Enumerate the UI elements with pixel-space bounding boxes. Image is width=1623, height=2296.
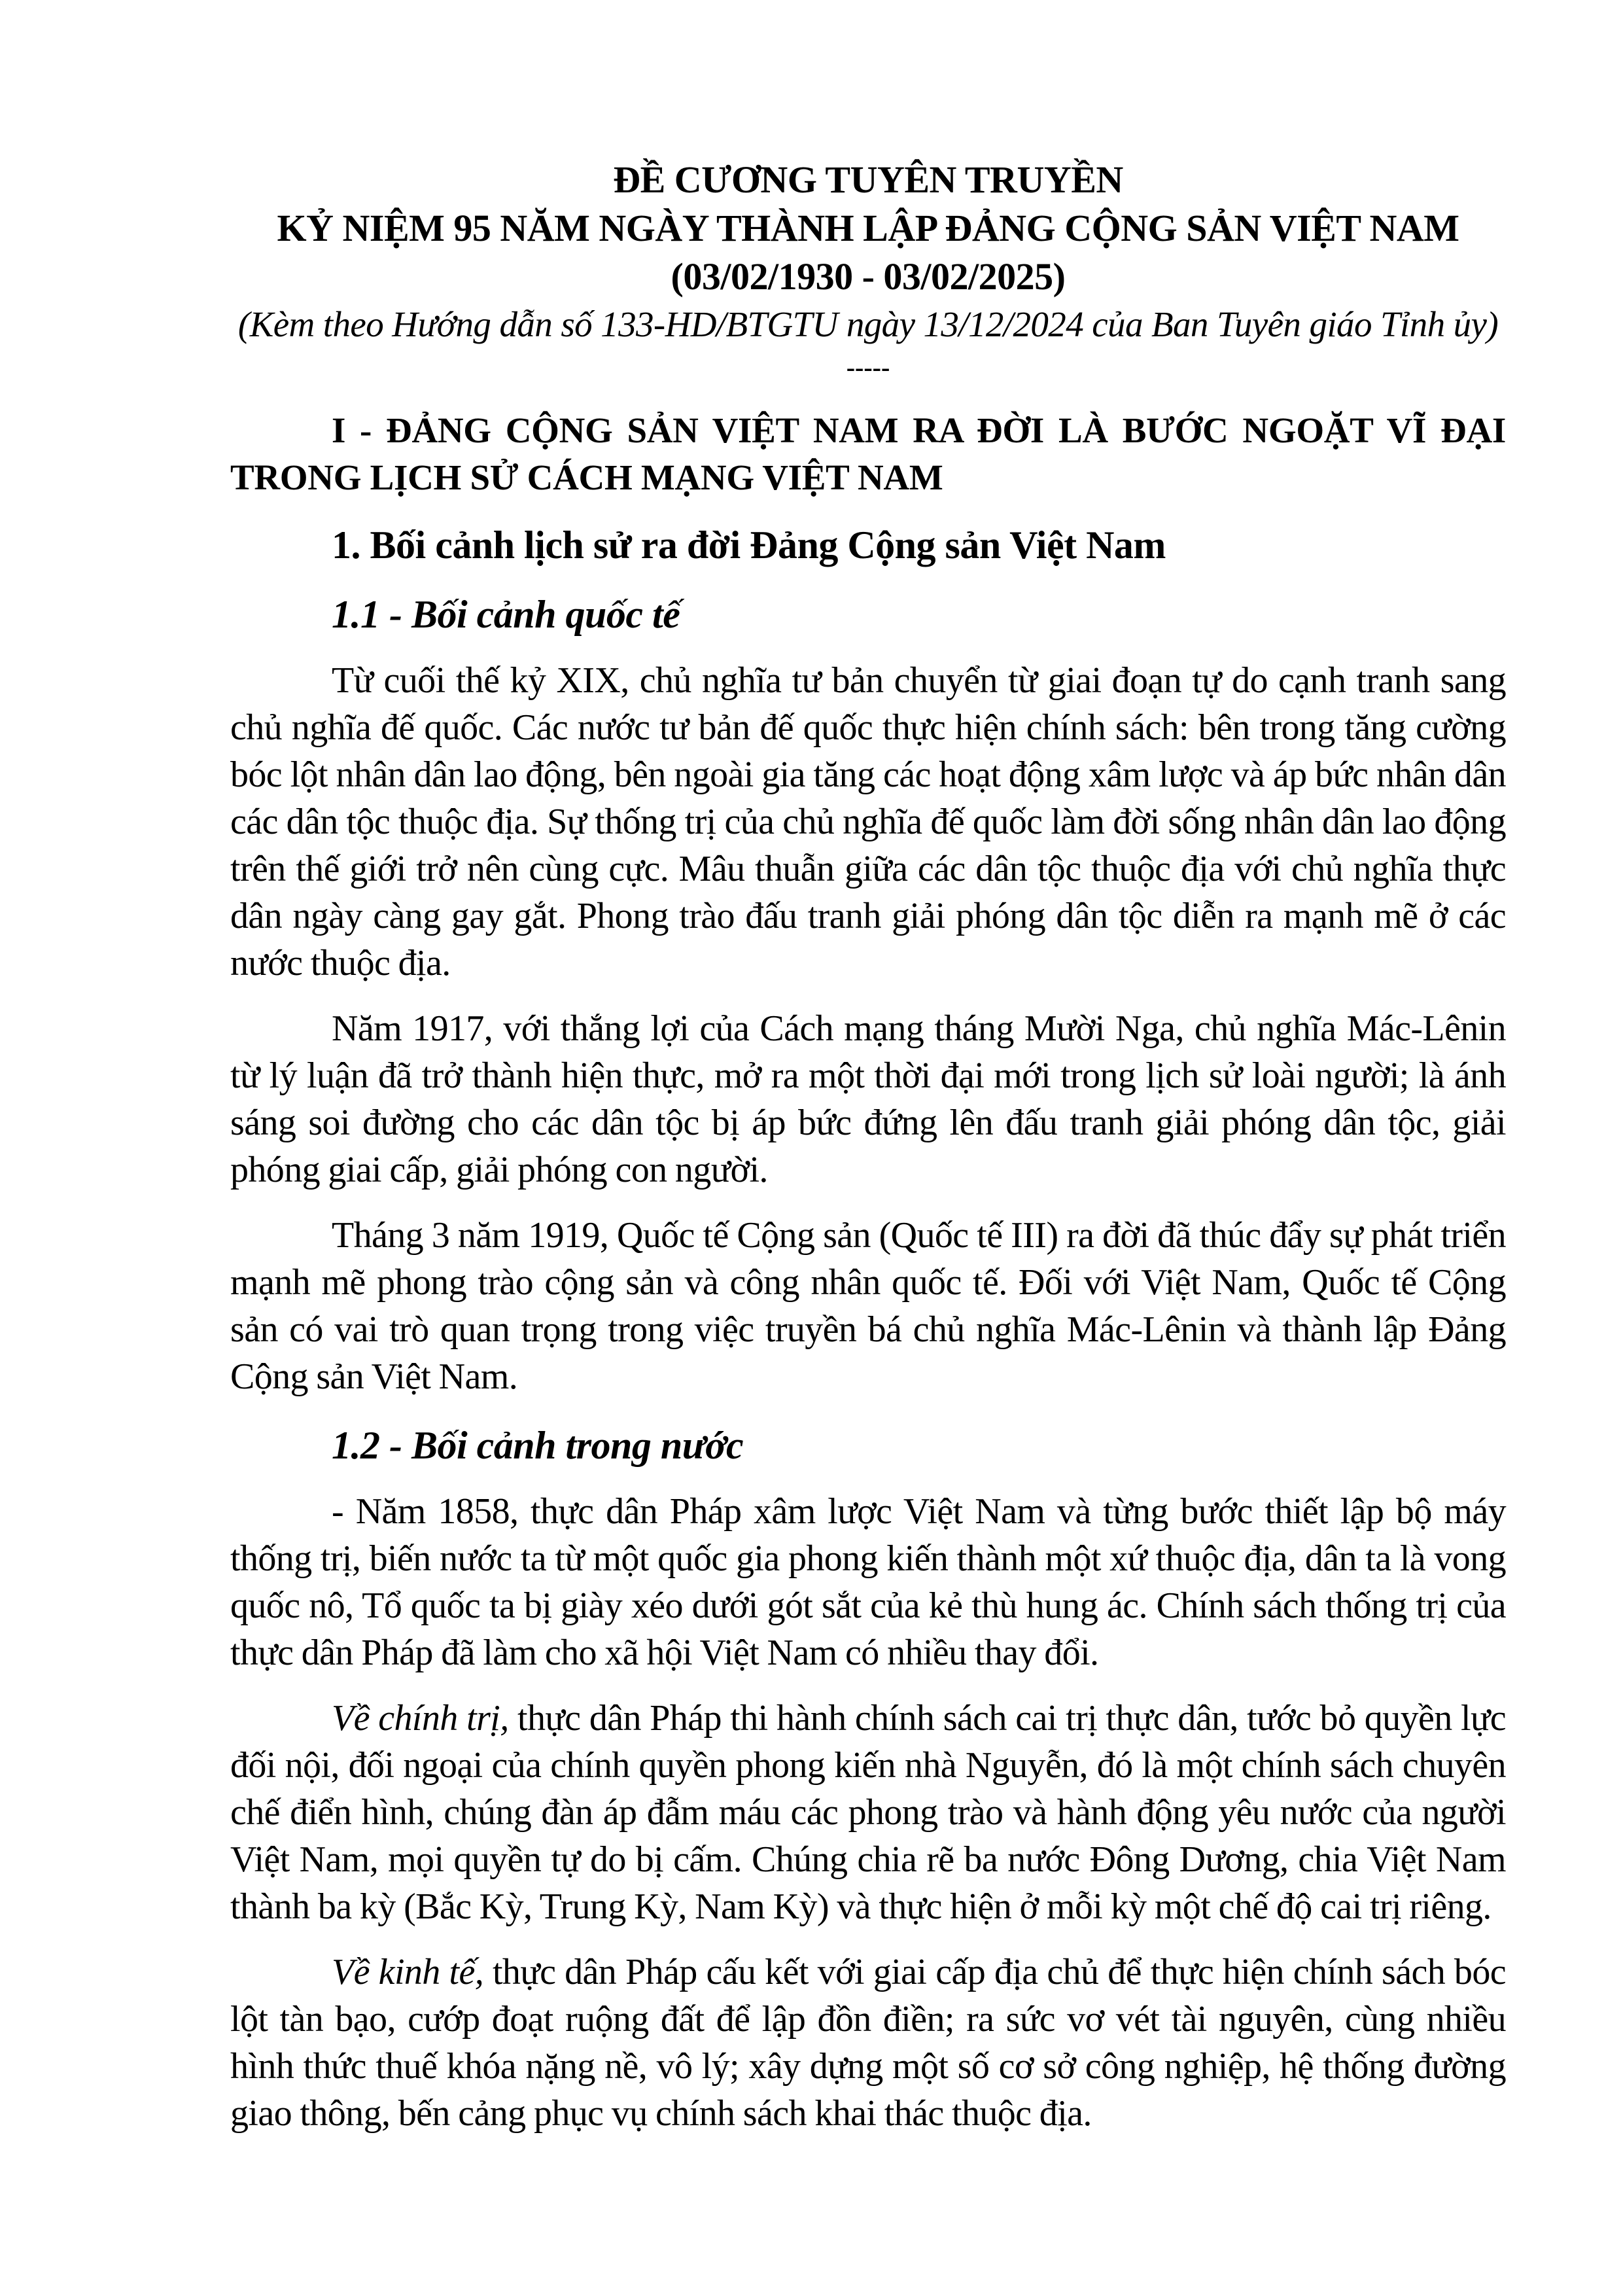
- economy-lead: Về kinh tế,: [332, 1952, 484, 1992]
- title-separator: -----: [846, 353, 890, 382]
- paragraph-economy: [230, 1949, 1506, 2137]
- document-page: [230, 156, 1506, 2137]
- politics-text: thực dân Pháp thi hành chính sách cai trị thực dân, tước bỏ quyền lực đối nội, đối ngoại của chính quyền phong kiến nhà Nguyễn, đó là một chính sách chuyên chế điển hình, chúng đàn áp đẫm máu các phong trào và hành động yêu nước của người Việt Nam, mọi quyền tự do bị cấm. Chúng chia rẽ ba nước Đông Dương, chia Việt Nam thành ba kỳ (Bắc Kỳ, Trung Kỳ, Nam Kỳ) và thực hiện ở mỗi kỳ một chế độ cai trị riêng.: [230, 1698, 1507, 1927]
- paragraph-international-2: Năm 1917, với thắng lợi của Cách mạng tháng Mười Nga, chủ nghĩa Mác-Lênin từ lý luận đã trở thành hiện thực, mở ra một thời đại mới trong lịch sử loài người; là ánh sáng soi đường cho các dân tộc bị áp bức đứng lên đấu tranh giải phóng dân tộc, giải phóng giai cấp, giải phóng con người.: [230, 1008, 1506, 1190]
- paragraph-international-1: Từ cuối thế kỷ XIX, chủ nghĩa tư bản chuyển từ giai đoạn tự do cạnh tranh sang chủ nghĩa đế quốc. Các nước tư bản đế quốc thực hiện chính sách: bên trong tăng cường bóc lột nhân dân lao động, bên ngoài gia tăng các hoạt động xâm lược và áp bức nhân dân các dân tộc thuộc địa. Sự thống trị của chủ nghĩa đế quốc làm đời sống nhân dân lao động trên thế giới trở nên cùng cực. Mâu thuẫn giữa các dân tộc thuộc địa với chủ nghĩa thực dân ngày càng gay gắt. Phong trào đấu tranh giải phóng dân tộc diễn ra mạnh mẽ ở các nước thuộc địa.: [230, 660, 1506, 983]
- paragraph-domestic-1: - Năm 1858, thực dân Pháp xâm lược Việt Nam và từng bước thiết lập bộ máy thống trị, biến nước ta từ một quốc gia phong kiến thành một xứ thuộc địa, dân ta là vong quốc nô, Tổ quốc ta bị giày xéo dưới gót sắt của kẻ thù hung ác. Chính sách thống trị của thực dân Pháp đã làm cho xã hội Việt Nam có nhiều thay đổi.: [230, 1491, 1506, 1673]
- subsection-heading-1: 1. Bối cảnh lịch sử ra đời Đảng Cộng sản Việt Nam: [332, 523, 1166, 567]
- document-title-dates: (03/02/1930 - 03/02/2025): [671, 255, 1066, 298]
- paragraph-politics: [230, 1695, 1506, 1930]
- paragraph-international-3: Tháng 3 năm 1919, Quốc tế Cộng sản (Quốc tế III) ra đời đã thúc đẩy sự phát triển mạnh mẽ phong trào cộng sản và công nhân quốc tế. Đối với Việt Nam, Quốc tế Cộng sản có vai trò quan trọng trong việc truyền bá chủ nghĩa Mác-Lênin và thành lập Đảng Cộng sản Việt Nam.: [230, 1215, 1506, 1397]
- document-title-line-1: ĐỀ CƯƠNG TUYÊN TRUYỀN: [613, 158, 1123, 201]
- politics-lead: Về chính trị,: [332, 1698, 509, 1739]
- subsection-heading-1-2: 1.2 - Bối cảnh trong nước: [332, 1424, 744, 1467]
- attachment-note: (Kèm theo Hướng dẫn số 133-HD/BTGTU ngày 13/12/2024 của Ban Tuyên giáo Tỉnh ủy): [237, 304, 1499, 344]
- document-title-line-2: KỶ NIỆM 95 NĂM NGÀY THÀNH LẬP ĐẢNG CỘNG SẢN VIỆT NAM: [277, 207, 1459, 249]
- subsection-heading-1-1: 1.1 - Bối cảnh quốc tế: [332, 593, 680, 636]
- section-heading: I - ĐẢNG CỘNG SẢN VIỆT NAM RA ĐỜI LÀ BƯỚC NGOẶT VĨ ĐẠI TRONG LỊCH SỬ CÁCH MẠNG VIỆT NAM: [230, 410, 1506, 497]
- economy-text: thực dân Pháp cấu kết với giai cấp địa chủ để thực hiện chính sách bóc lột tàn bạo, cướp đoạt ruộng đất để lập đồn điền; ra sức vơ vét tài nguyên, cùng nhiều hình thức thuế khóa nặng nề, vô lý; xây dựng một số cơ sở công nghiệp, hệ thống đường giao thông, bến cảng phục vụ chính sách khai thác thuộc địa.: [230, 1952, 1506, 2134]
